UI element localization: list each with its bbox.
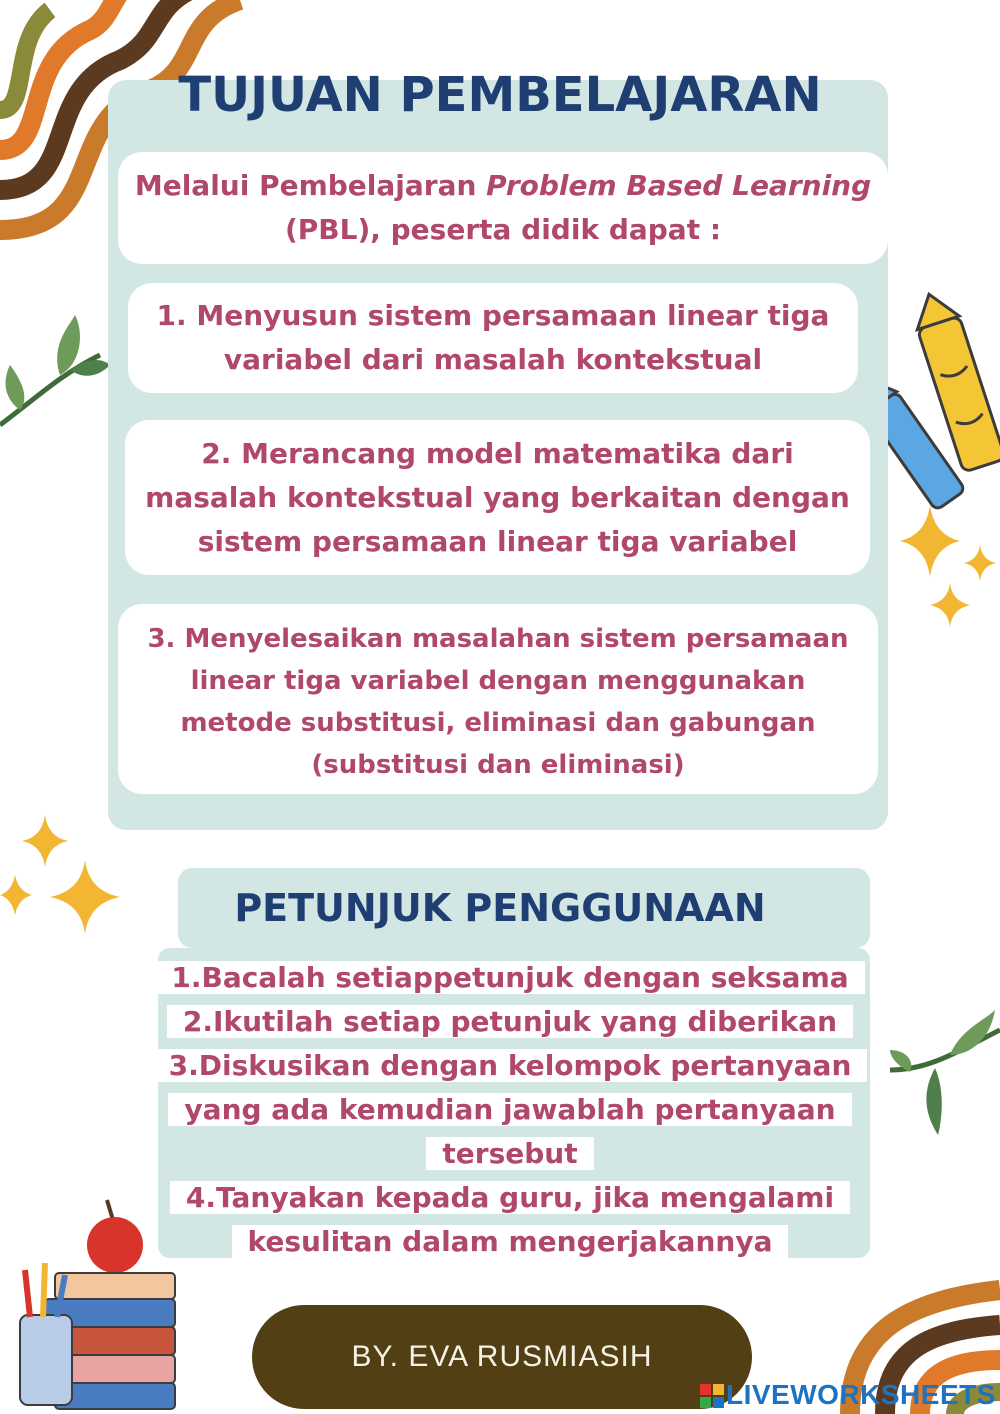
objective-item-2 bbox=[125, 420, 870, 575]
objective-3-line-4: (substitusi dan eliminasi) bbox=[311, 750, 685, 780]
objectives-title: TUJUAN PEMBELAJARAN bbox=[178, 67, 822, 123]
objectives-intro bbox=[118, 152, 888, 264]
instruction-line-6: 4.Tanyakan kepada guru, jika mengalami bbox=[150, 1176, 870, 1220]
objective-3-line-1: 3. Menyelesaikan masalahan sistem persamaan bbox=[147, 624, 849, 654]
instructions-title: PETUNJUK PENGGUNAAN bbox=[234, 886, 766, 930]
objective-3-line-2: linear tiga variabel dengan menggunakan bbox=[190, 666, 806, 696]
instruction-line-1: 1.Bacalah setiappetunjuk dengan seksama bbox=[150, 956, 870, 1000]
liveworksheets-logo-icon bbox=[700, 1384, 724, 1408]
instruction-line-3: 3.Diskusikan dengan kelompok pertanyaan bbox=[150, 1044, 870, 1088]
objective-3-line-3: metode substitusi, eliminasi dan gabungan bbox=[180, 708, 816, 738]
intro-line-2: (PBL), peserta didik dapat : bbox=[284, 213, 722, 246]
instruction-line-7: kesulitan dalam mengerjakannya bbox=[150, 1220, 870, 1264]
intro-prefix: Melalui Pembelajaran bbox=[134, 169, 487, 202]
intro-emphasis: Problem Based Learning bbox=[486, 169, 872, 202]
objective-1-line-2: variabel dari masalah kontekstual bbox=[223, 343, 763, 376]
author-banner: BY. EVA RUSMIASIH bbox=[252, 1305, 752, 1409]
leaf-branch-left-decoration bbox=[0, 315, 110, 435]
objective-2-line-1: 2. Merancang model matematika dari bbox=[201, 437, 794, 470]
watermark-text: LIVEWORKSHEETS bbox=[726, 1379, 996, 1410]
crayons-decoration bbox=[888, 290, 1000, 520]
instruction-line-4: yang ada kemudian jawablah pertanyaan bbox=[150, 1088, 870, 1132]
instruction-line-5: tersebut bbox=[150, 1132, 870, 1176]
leaf-branch-right-decoration bbox=[890, 1010, 1000, 1140]
objective-2-line-2: masalah kontekstual yang berkaitan dengan bbox=[145, 481, 850, 514]
liveworksheets-watermark bbox=[700, 1378, 996, 1412]
sparkle-stars-right-decoration bbox=[900, 505, 1000, 635]
objective-item-1 bbox=[128, 283, 858, 393]
instructions-list bbox=[150, 956, 870, 1264]
instruction-line-2: 2.Ikutilah setiap petunjuk yang diberikan bbox=[150, 1000, 870, 1044]
objective-1-line-1: 1. Menyusun sistem persamaan linear tiga bbox=[156, 299, 830, 332]
objective-item-3 bbox=[118, 604, 878, 794]
objective-2-line-3: sistem persamaan linear tiga variabel bbox=[197, 525, 798, 558]
